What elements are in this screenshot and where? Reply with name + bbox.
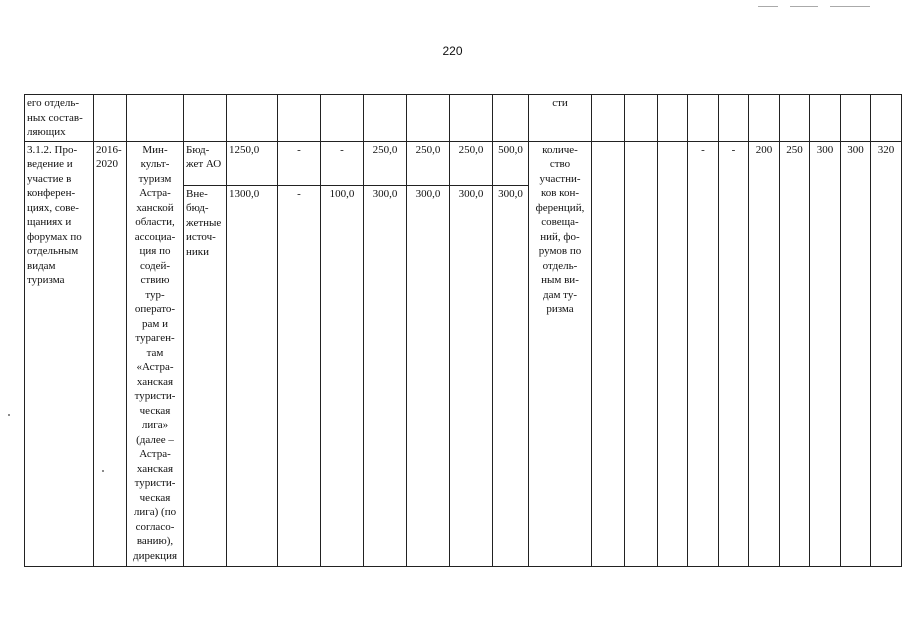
funding-value: 100,0 [321, 185, 364, 566]
funding-value: 250,0 [450, 141, 493, 185]
indicator-value: 300 [841, 141, 871, 566]
indicator-name-continuation: сти [529, 95, 592, 142]
executor: Мин- культ- туризм Астра- ханской области, ассоциа- ция по содей- ствию тур- операто- рам и тураген- там «Астра- ханская туристи- ческая лига» (далее – Астра- ханская туристи- ческая лига) (по согласо- ванию), дирекция [127, 141, 184, 566]
funding-value: 250,0 [407, 141, 450, 185]
indicator-value [658, 141, 688, 566]
indicator-value: 250 [780, 141, 810, 566]
funding-value: 300,0 [364, 185, 407, 566]
scan-speck [102, 470, 104, 472]
measure-name-continuation: его отдель- ных состав- ляющих [25, 95, 94, 142]
indicator-value [625, 141, 658, 566]
scan-mark [830, 6, 870, 7]
table-row [25, 141, 902, 185]
funding-value: - [278, 141, 321, 185]
funding-total: 1250,0 [227, 141, 278, 185]
funding-total: 1300,0 [227, 185, 278, 566]
program-table [24, 94, 902, 567]
indicator-value: - [688, 141, 719, 566]
page-number: 220 [442, 44, 463, 58]
funding-source: Бюд- жет АО [184, 141, 227, 185]
indicator-name: количе- ство участни- ков кон- ференций, совеща- ний, фо- румов по отдель- ным ви- дам ту- ризма [529, 141, 592, 566]
funding-value: - [278, 185, 321, 566]
scan-speck [8, 414, 10, 416]
funding-value: 300,0 [493, 185, 529, 566]
funding-value: - [321, 141, 364, 185]
funding-value: 300,0 [407, 185, 450, 566]
funding-value: 300,0 [450, 185, 493, 566]
continuation-row [25, 95, 902, 142]
measure-name: 3.1.2. Про- ведение и участие в конферен- циях, сове- щаниях и форумах по отдельным видам туризма [25, 141, 94, 566]
indicator-value: 320 [871, 141, 902, 566]
scan-mark [758, 6, 778, 7]
scan-mark [790, 6, 818, 7]
indicator-value [592, 141, 625, 566]
funding-value: 250,0 [364, 141, 407, 185]
implementation-period: 2016- 2020 [94, 141, 127, 566]
indicator-value: 200 [749, 141, 780, 566]
funding-source: Вне- бюд- жетные источ- ники [184, 185, 227, 566]
funding-value: 500,0 [493, 141, 529, 185]
indicator-value: - [719, 141, 749, 566]
indicator-value: 300 [810, 141, 841, 566]
